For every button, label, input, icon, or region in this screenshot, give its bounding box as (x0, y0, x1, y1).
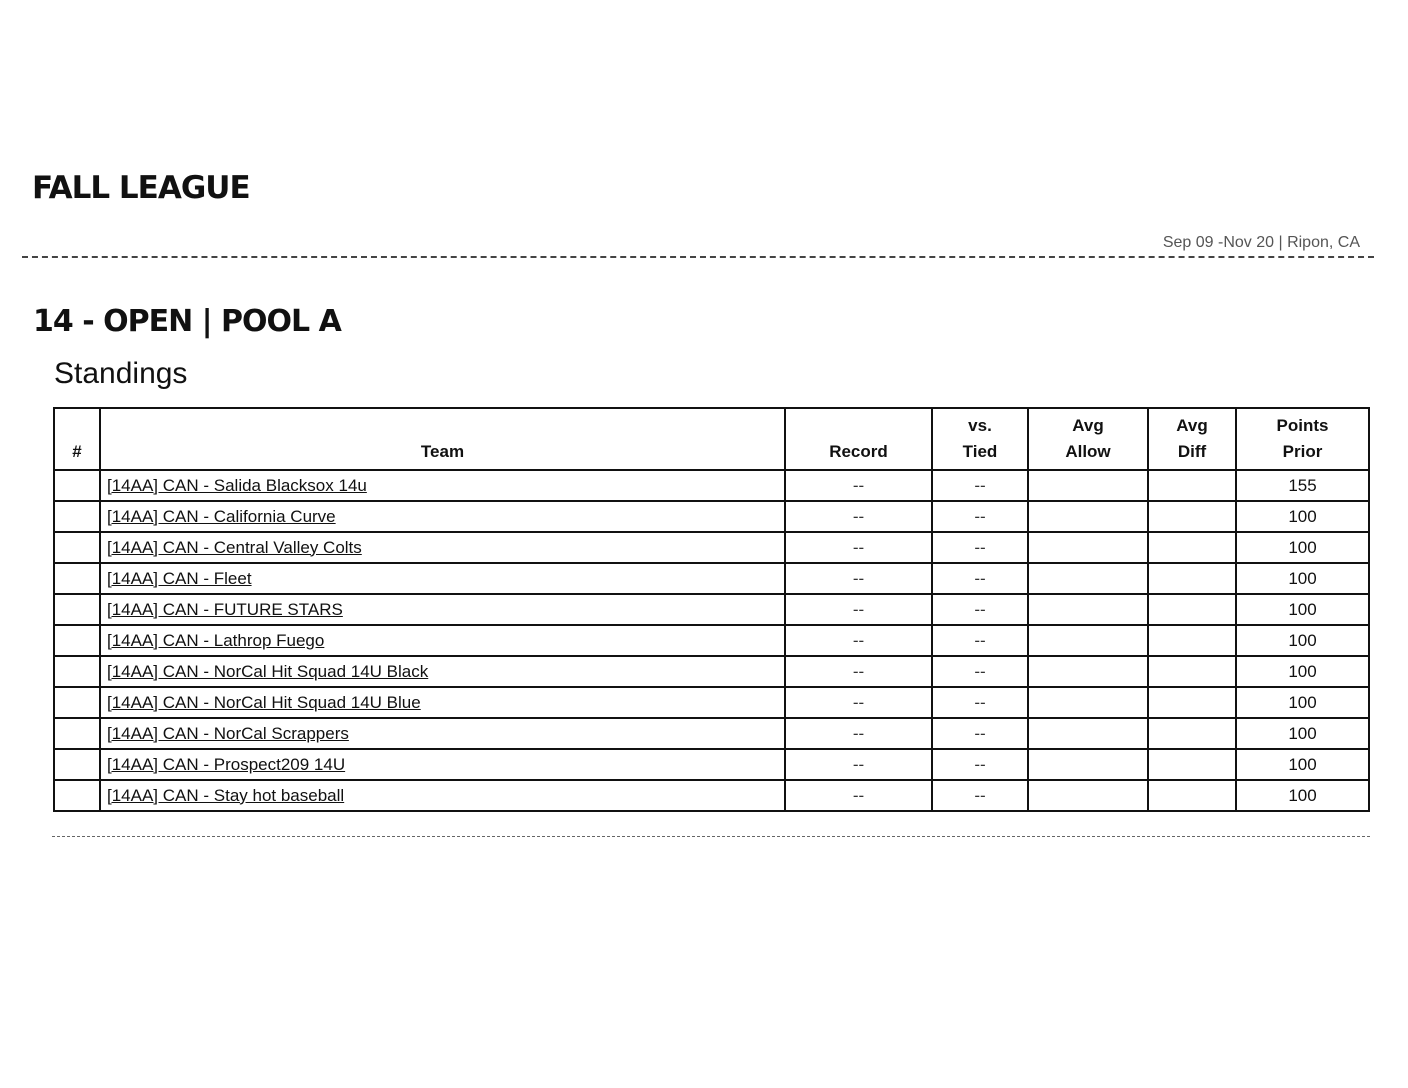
avg-diff-cell (1148, 687, 1236, 718)
points-prior-cell: 155 (1236, 470, 1369, 501)
vs-tied-cell: -- (932, 656, 1028, 687)
vs-tied-header-line2: Tied (962, 442, 998, 461)
rank-cell (54, 563, 100, 594)
avg-diff-cell (1148, 501, 1236, 532)
record-cell: -- (785, 594, 932, 625)
record-cell: -- (785, 656, 932, 687)
team-cell (100, 532, 785, 563)
record-cell: -- (785, 563, 932, 594)
vs-tied-cell: -- (932, 718, 1028, 749)
record-cell: -- (785, 625, 932, 656)
table-row (54, 532, 1369, 563)
avg-allow-cell (1028, 625, 1148, 656)
standings-body (54, 470, 1369, 811)
team-cell (100, 625, 785, 656)
vs-tied-cell: -- (932, 687, 1028, 718)
team-cell (100, 470, 785, 501)
rank-cell (54, 656, 100, 687)
team-link[interactable]: [14AA] CAN - Stay hot baseball (107, 785, 345, 805)
pool-title: 14 - OPEN | POOL A (33, 304, 341, 339)
avg-allow-cell (1028, 780, 1148, 811)
points-prior-cell: 100 (1236, 625, 1369, 656)
points-prior-cell: 100 (1236, 656, 1369, 687)
team-cell (100, 563, 785, 594)
points-prior-cell: 100 (1236, 718, 1369, 749)
league-title: FALL LEAGUE (32, 170, 250, 206)
team-link[interactable]: [14AA] CAN - Salida Blacksox 14u (107, 475, 367, 495)
header-row (54, 408, 1369, 470)
vs-tied-cell: -- (932, 501, 1028, 532)
vs-tied-cell: -- (932, 625, 1028, 656)
team-link[interactable]: [14AA] CAN - NorCal Hit Squad 14U Blue (107, 692, 421, 712)
team-cell (100, 594, 785, 625)
team-cell (100, 687, 785, 718)
vs-tied-cell: -- (932, 532, 1028, 563)
avg-allow-cell (1028, 501, 1148, 532)
rank-cell (54, 470, 100, 501)
team-link[interactable]: [14AA] CAN - Fleet (107, 568, 252, 588)
vs-tied-cell: -- (932, 780, 1028, 811)
rank-cell (54, 780, 100, 811)
table-row (54, 780, 1369, 811)
team-cell (100, 749, 785, 780)
team-cell (100, 656, 785, 687)
record-cell: -- (785, 687, 932, 718)
avg-diff-cell (1148, 749, 1236, 780)
table-row (54, 656, 1369, 687)
column-header-rank (54, 408, 100, 470)
column-header-vs-tied (932, 408, 1028, 470)
avg-diff-header-line2: Diff (1177, 442, 1207, 461)
avg-allow-cell (1028, 718, 1148, 749)
rank-cell (54, 625, 100, 656)
record-cell: -- (785, 532, 932, 563)
avg-diff-cell (1148, 625, 1236, 656)
column-header-points-prior (1236, 408, 1369, 470)
record-cell: -- (785, 470, 932, 501)
standings-header (54, 408, 1369, 470)
avg-allow-header-line1: Avg (1072, 416, 1104, 435)
footer-divider (52, 836, 1370, 837)
avg-allow-cell (1028, 594, 1148, 625)
avg-diff-cell (1148, 563, 1236, 594)
rank-cell (54, 687, 100, 718)
column-header-avg-diff (1148, 408, 1236, 470)
table-row (54, 687, 1369, 718)
vs-tied-cell: -- (932, 563, 1028, 594)
points-prior-cell: 100 (1236, 532, 1369, 563)
table-row (54, 594, 1369, 625)
avg-allow-cell (1028, 656, 1148, 687)
points-prior-cell: 100 (1236, 687, 1369, 718)
header-divider (22, 256, 1374, 258)
avg-allow-cell (1028, 470, 1148, 501)
table-row (54, 501, 1369, 532)
column-header-team (100, 408, 785, 470)
avg-diff-cell (1148, 780, 1236, 811)
table-row (54, 718, 1369, 749)
team-link[interactable]: [14AA] CAN - NorCal Hit Squad 14U Black (107, 661, 429, 681)
team-cell (100, 780, 785, 811)
standings-table (53, 407, 1370, 812)
avg-allow-cell (1028, 563, 1148, 594)
table-row (54, 470, 1369, 501)
rank-cell (54, 718, 100, 749)
points-prior-cell: 100 (1236, 594, 1369, 625)
rank-cell (54, 594, 100, 625)
rank-cell (54, 532, 100, 563)
vs-tied-cell: -- (932, 749, 1028, 780)
avg-diff-cell (1148, 718, 1236, 749)
avg-allow-header-line2: Allow (1065, 442, 1111, 461)
rank-cell (54, 749, 100, 780)
points-prior-cell: 100 (1236, 501, 1369, 532)
record-cell: -- (785, 501, 932, 532)
vs-tied-cell: -- (932, 470, 1028, 501)
points-prior-header-line1: Points (1276, 416, 1329, 435)
vs-tied-header-line1: vs. (968, 416, 992, 435)
avg-diff-header-line1: Avg (1176, 416, 1208, 435)
record-cell: -- (785, 780, 932, 811)
team-header-label: Team (420, 442, 465, 461)
avg-allow-cell (1028, 532, 1148, 563)
team-cell (100, 501, 785, 532)
event-date-location: Sep 09 -Nov 20 | Ripon, CA (1162, 234, 1360, 251)
team-cell (100, 718, 785, 749)
team-link[interactable]: [14AA] CAN - NorCal Scrappers (107, 723, 349, 743)
table-row (54, 625, 1369, 656)
points-prior-cell: 100 (1236, 563, 1369, 594)
avg-diff-cell (1148, 470, 1236, 501)
team-link[interactable]: [14AA] CAN - Prospect209 14U (107, 754, 346, 774)
record-cell: -- (785, 718, 932, 749)
column-header-record (785, 408, 932, 470)
team-link[interactable]: [14AA] CAN - Lathrop Fuego (107, 630, 325, 650)
table-row (54, 563, 1369, 594)
column-header-avg-allow (1028, 408, 1148, 470)
record-header-label: Record (829, 442, 888, 461)
vs-tied-cell: -- (932, 594, 1028, 625)
table-row (54, 749, 1369, 780)
avg-diff-cell (1148, 594, 1236, 625)
avg-allow-cell (1028, 687, 1148, 718)
rank-header-label: # (72, 442, 82, 461)
standings-heading: Standings (54, 357, 188, 390)
points-prior-cell: 100 (1236, 749, 1369, 780)
team-link[interactable]: [14AA] CAN - California Curve (107, 506, 336, 526)
avg-diff-cell (1148, 532, 1236, 563)
rank-cell (54, 501, 100, 532)
points-prior-header-line2: Prior (1282, 442, 1323, 461)
team-link[interactable]: [14AA] CAN - FUTURE STARS (107, 599, 343, 619)
points-prior-cell: 100 (1236, 780, 1369, 811)
avg-allow-cell (1028, 749, 1148, 780)
avg-diff-cell (1148, 656, 1236, 687)
record-cell: -- (785, 749, 932, 780)
team-link[interactable]: [14AA] CAN - Central Valley Colts (107, 537, 362, 557)
